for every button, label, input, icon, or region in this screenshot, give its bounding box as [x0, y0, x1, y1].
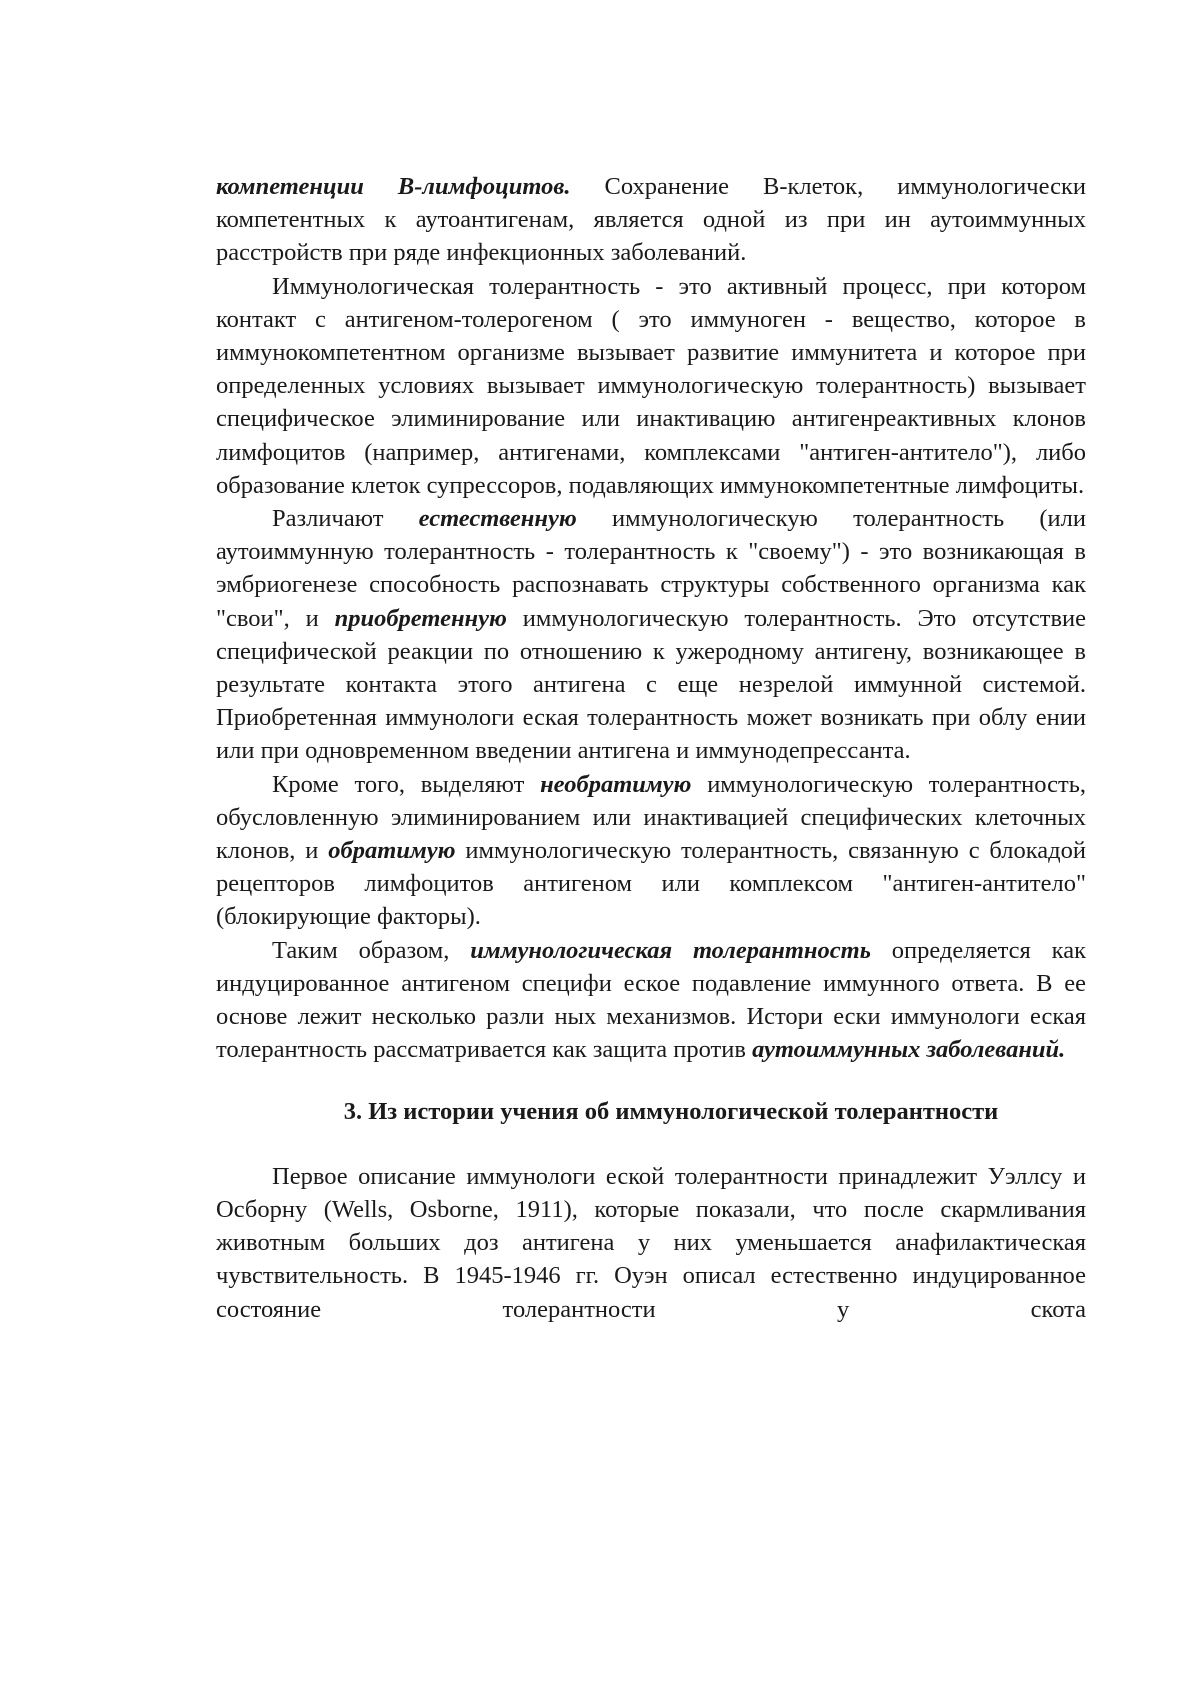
- paragraph-text: Сохранение В-клеток, иммунологически компетентных к аутоантигенам, является одной из при ин аутоиммунных расстройств при ряде инфекционных заболеваний.: [216, 173, 1086, 267]
- paragraph-text: иммунологическую толерантность, связанную с блокадой рецепторов лимфоцитов антигеном или комплексом "антиген-антитело" (блокирующие факторы).: [216, 837, 1086, 931]
- bold-term-b-lymphocyte-competence: компетенции В-лимфоцитов.: [216, 173, 571, 200]
- paragraph-history: Первое описание иммунологи еской толерантности принадлежит Уэллсу и Осборну (Wells, Osborne, 1911), которые показали, что после скармливания животным больших доз антигена у них уменьшается анафилактическая чувствительность. В 1945-1946 гг. Оуэн описал естественно индуцированное состояние толерантности у скота: [216, 1162, 1086, 1323]
- bold-term-acquired: приобретенную: [334, 604, 507, 632]
- bold-term-reversible: обратимую: [328, 837, 456, 865]
- paragraph-text: Таким образом,: [272, 936, 471, 964]
- paragraph-text: иммунологическую толерантность, обусловленную элиминированием или инактивацией специфических клеточных клонов, и: [216, 770, 1086, 865]
- paragraph-text: иммунологическую толерантность (или аутоиммунную толерантность - толерантность к "своему") - это возникающая в эмбриогенезе способность распознавать структуры собственного организма как "свои", и: [216, 505, 1086, 632]
- paragraph-text: определяется как индуцированное антигеном специфи еское подавление иммунного ответа. В ее основе лежит несколько разли ных механизмов. Истори ески иммунологи еская толерантность рассматривается как защита против: [216, 936, 1086, 1064]
- paragraph-tolerance-definition: Иммунологическая толерантность - это активный процесс, при котором контакт с антигеном-толерогеном ( это иммуноген - вещество, которое в иммунокомпетентном организме вызывает развитие иммунитета и которое при определенных условиях вызывает иммунологическую толерантность) вызывает специфическое элиминирование или инактивацию антигенреактивных клонов лимфоцитов (например, антигенами, комплексами "антиген-антитело"), либо образование клеток супрессоров, подавляющих иммунокомпетентные лимфоциты.: [216, 272, 1086, 499]
- paragraph-text: иммунологическую толерантность. Это отсутствие специфической реакции по отношению к ужеродному антигену, возникающее в результате контакта этого антигена с еще незрелой иммунной системой. Приобретенная иммунологи еская толерантность может возникать при облу ении или при одновременном введении антигена и иммунодепрессанта.: [216, 604, 1086, 765]
- paragraph-text: Кроме того, выделяют: [272, 770, 541, 798]
- paragraph-b-cells: [216, 170, 1086, 270]
- document-body: [216, 170, 1086, 1326]
- paragraph-text: Различают: [272, 505, 419, 533]
- bold-term-irreversible: необратимую: [540, 770, 692, 798]
- paragraph-natural-acquired: [216, 502, 1086, 768]
- paragraph-summary: [216, 934, 1086, 1067]
- bold-term-natural: естественную: [418, 505, 577, 533]
- section-heading: 3. Из истории учения об иммунологической толерантности: [343, 1098, 999, 1126]
- bold-term-autoimmune-diseases: аутоиммунных заболеваний.: [752, 1036, 1066, 1064]
- paragraph-reversible: [216, 768, 1086, 934]
- bold-term-immunological-tolerance: иммунологическая толерантность: [470, 936, 871, 964]
